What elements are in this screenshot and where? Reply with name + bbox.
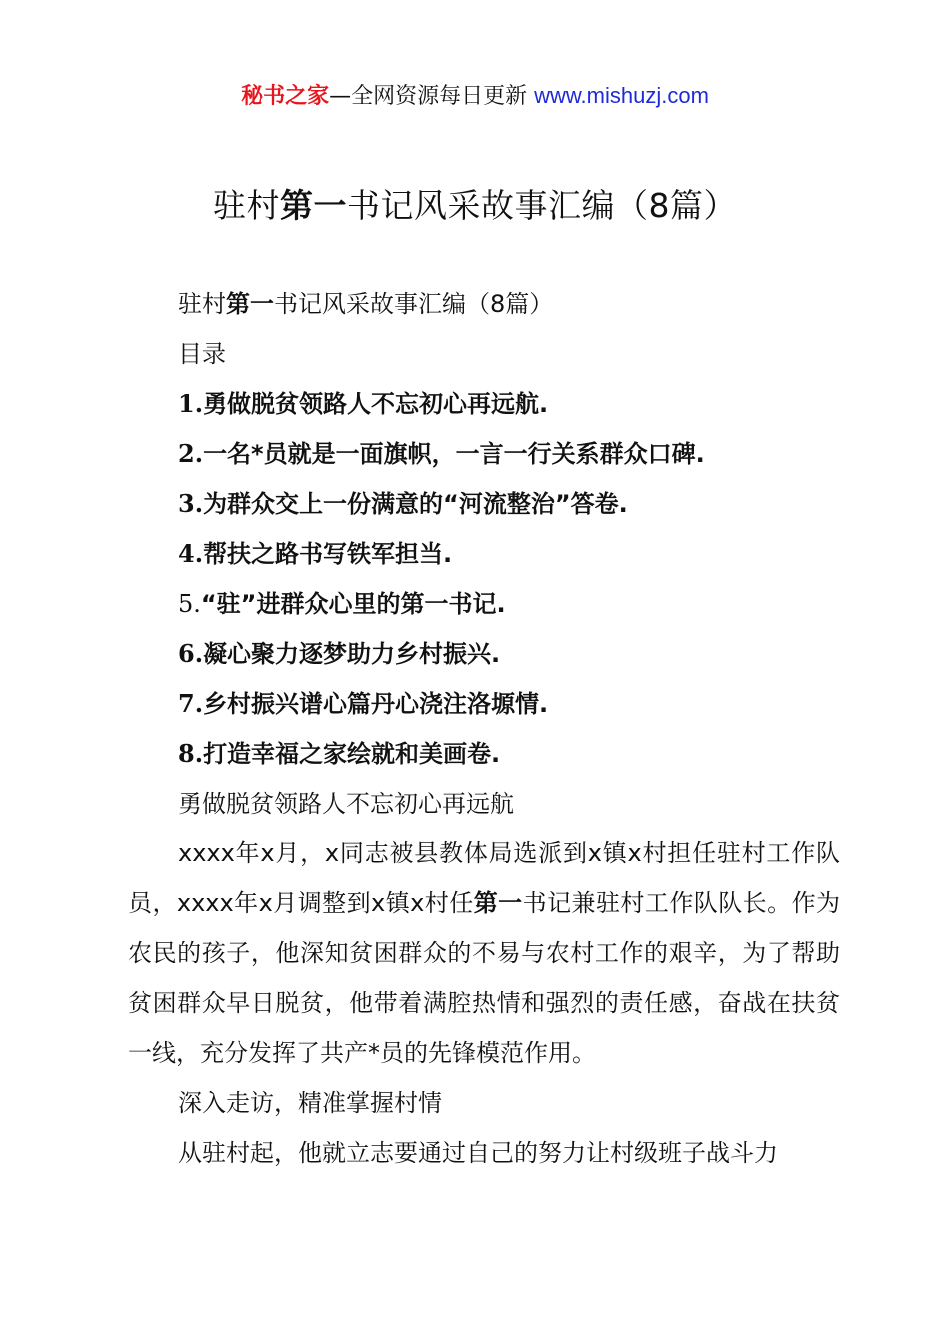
toc-item-6[interactable] (178, 637, 500, 671)
document-title (0, 184, 950, 228)
toc-number: 6. (178, 639, 204, 668)
toc-number: 2. (178, 439, 204, 468)
toc-text: “驻”进群众心里的第一书记. (200, 590, 506, 618)
toc-number: 7. (178, 689, 204, 718)
toc-text: 为群众交上一份满意的“河流整治”答卷. (203, 490, 628, 518)
paragraph-text: xxxx年x月，x同志被县教体局选派到x镇x村担任驻村工作队员，xxxx年x月调整到x镇x村任 (128, 839, 840, 917)
paragraph-text: 书记兼驻村工作队队长。作为农民的孩子，他深知贫困群众的不易与农村工作的艰辛，为了帮助贫困群众早日脱贫，他带着满腔热情和强烈的责任感，奋战在扶贫一线，充分发挥了共产*员的先锋模范作用。 (128, 889, 841, 1067)
toc-heading: 目录 (178, 340, 226, 368)
paragraph-bold: 第一 (473, 889, 523, 917)
document-subtitle (178, 287, 553, 321)
toc-item-7[interactable] (178, 687, 548, 721)
toc-item-5[interactable] (178, 587, 506, 621)
toc-number: 1. (178, 389, 204, 418)
toc-text: 一名*员就是一面旗帜，一言一行关系群众口碑. (203, 440, 705, 468)
header-tagline: —全网资源每日更新 (329, 84, 535, 109)
site-header (0, 80, 950, 113)
toc-text: 凝心聚力逐梦助力乡村振兴. (203, 640, 501, 668)
toc-item-2[interactable] (178, 437, 705, 471)
subtitle-part-2: 书记风采故事汇编（8篇） (274, 290, 554, 318)
toc-number: 8. (178, 739, 204, 768)
toc-text: 帮扶之路书写铁军担当. (203, 540, 453, 568)
title-part-1: 驻村 (213, 186, 280, 225)
toc-item-1[interactable] (178, 387, 548, 421)
toc-text: 乡村振兴谱心篇丹心浇注洛塬情. (203, 690, 549, 718)
brand-name: 秘书之家 (241, 84, 330, 109)
body-paragraph-1 (128, 828, 840, 1078)
title-bold: 第一 (280, 186, 347, 225)
toc-number: 5. (178, 590, 201, 618)
section-title: 勇做脱贫领路人不忘初心再远航 (178, 790, 514, 818)
subtitle-bold: 第一 (226, 290, 274, 318)
toc-item-3[interactable] (178, 487, 628, 521)
toc-text: 勇做脱贫领路人不忘初心再远航. (203, 390, 549, 418)
site-url-link[interactable]: www.mishuzj.com (534, 83, 709, 108)
toc-number: 4. (178, 539, 204, 568)
subtitle-part-1: 驻村 (178, 290, 226, 318)
title-part-2: 书记风采故事汇编（8篇） (347, 186, 737, 225)
toc-item-4[interactable] (178, 537, 452, 571)
toc-text: 打造幸福之家绘就和美画卷. (203, 740, 501, 768)
toc-item-8[interactable] (178, 737, 500, 771)
subsection-title: 深入走访，精准掌握村情 (178, 1089, 442, 1117)
body-paragraph-2: 从驻村起，他就立志要通过自己的努力让村级班子战斗力 (178, 1139, 778, 1167)
toc-number: 3. (178, 489, 204, 518)
